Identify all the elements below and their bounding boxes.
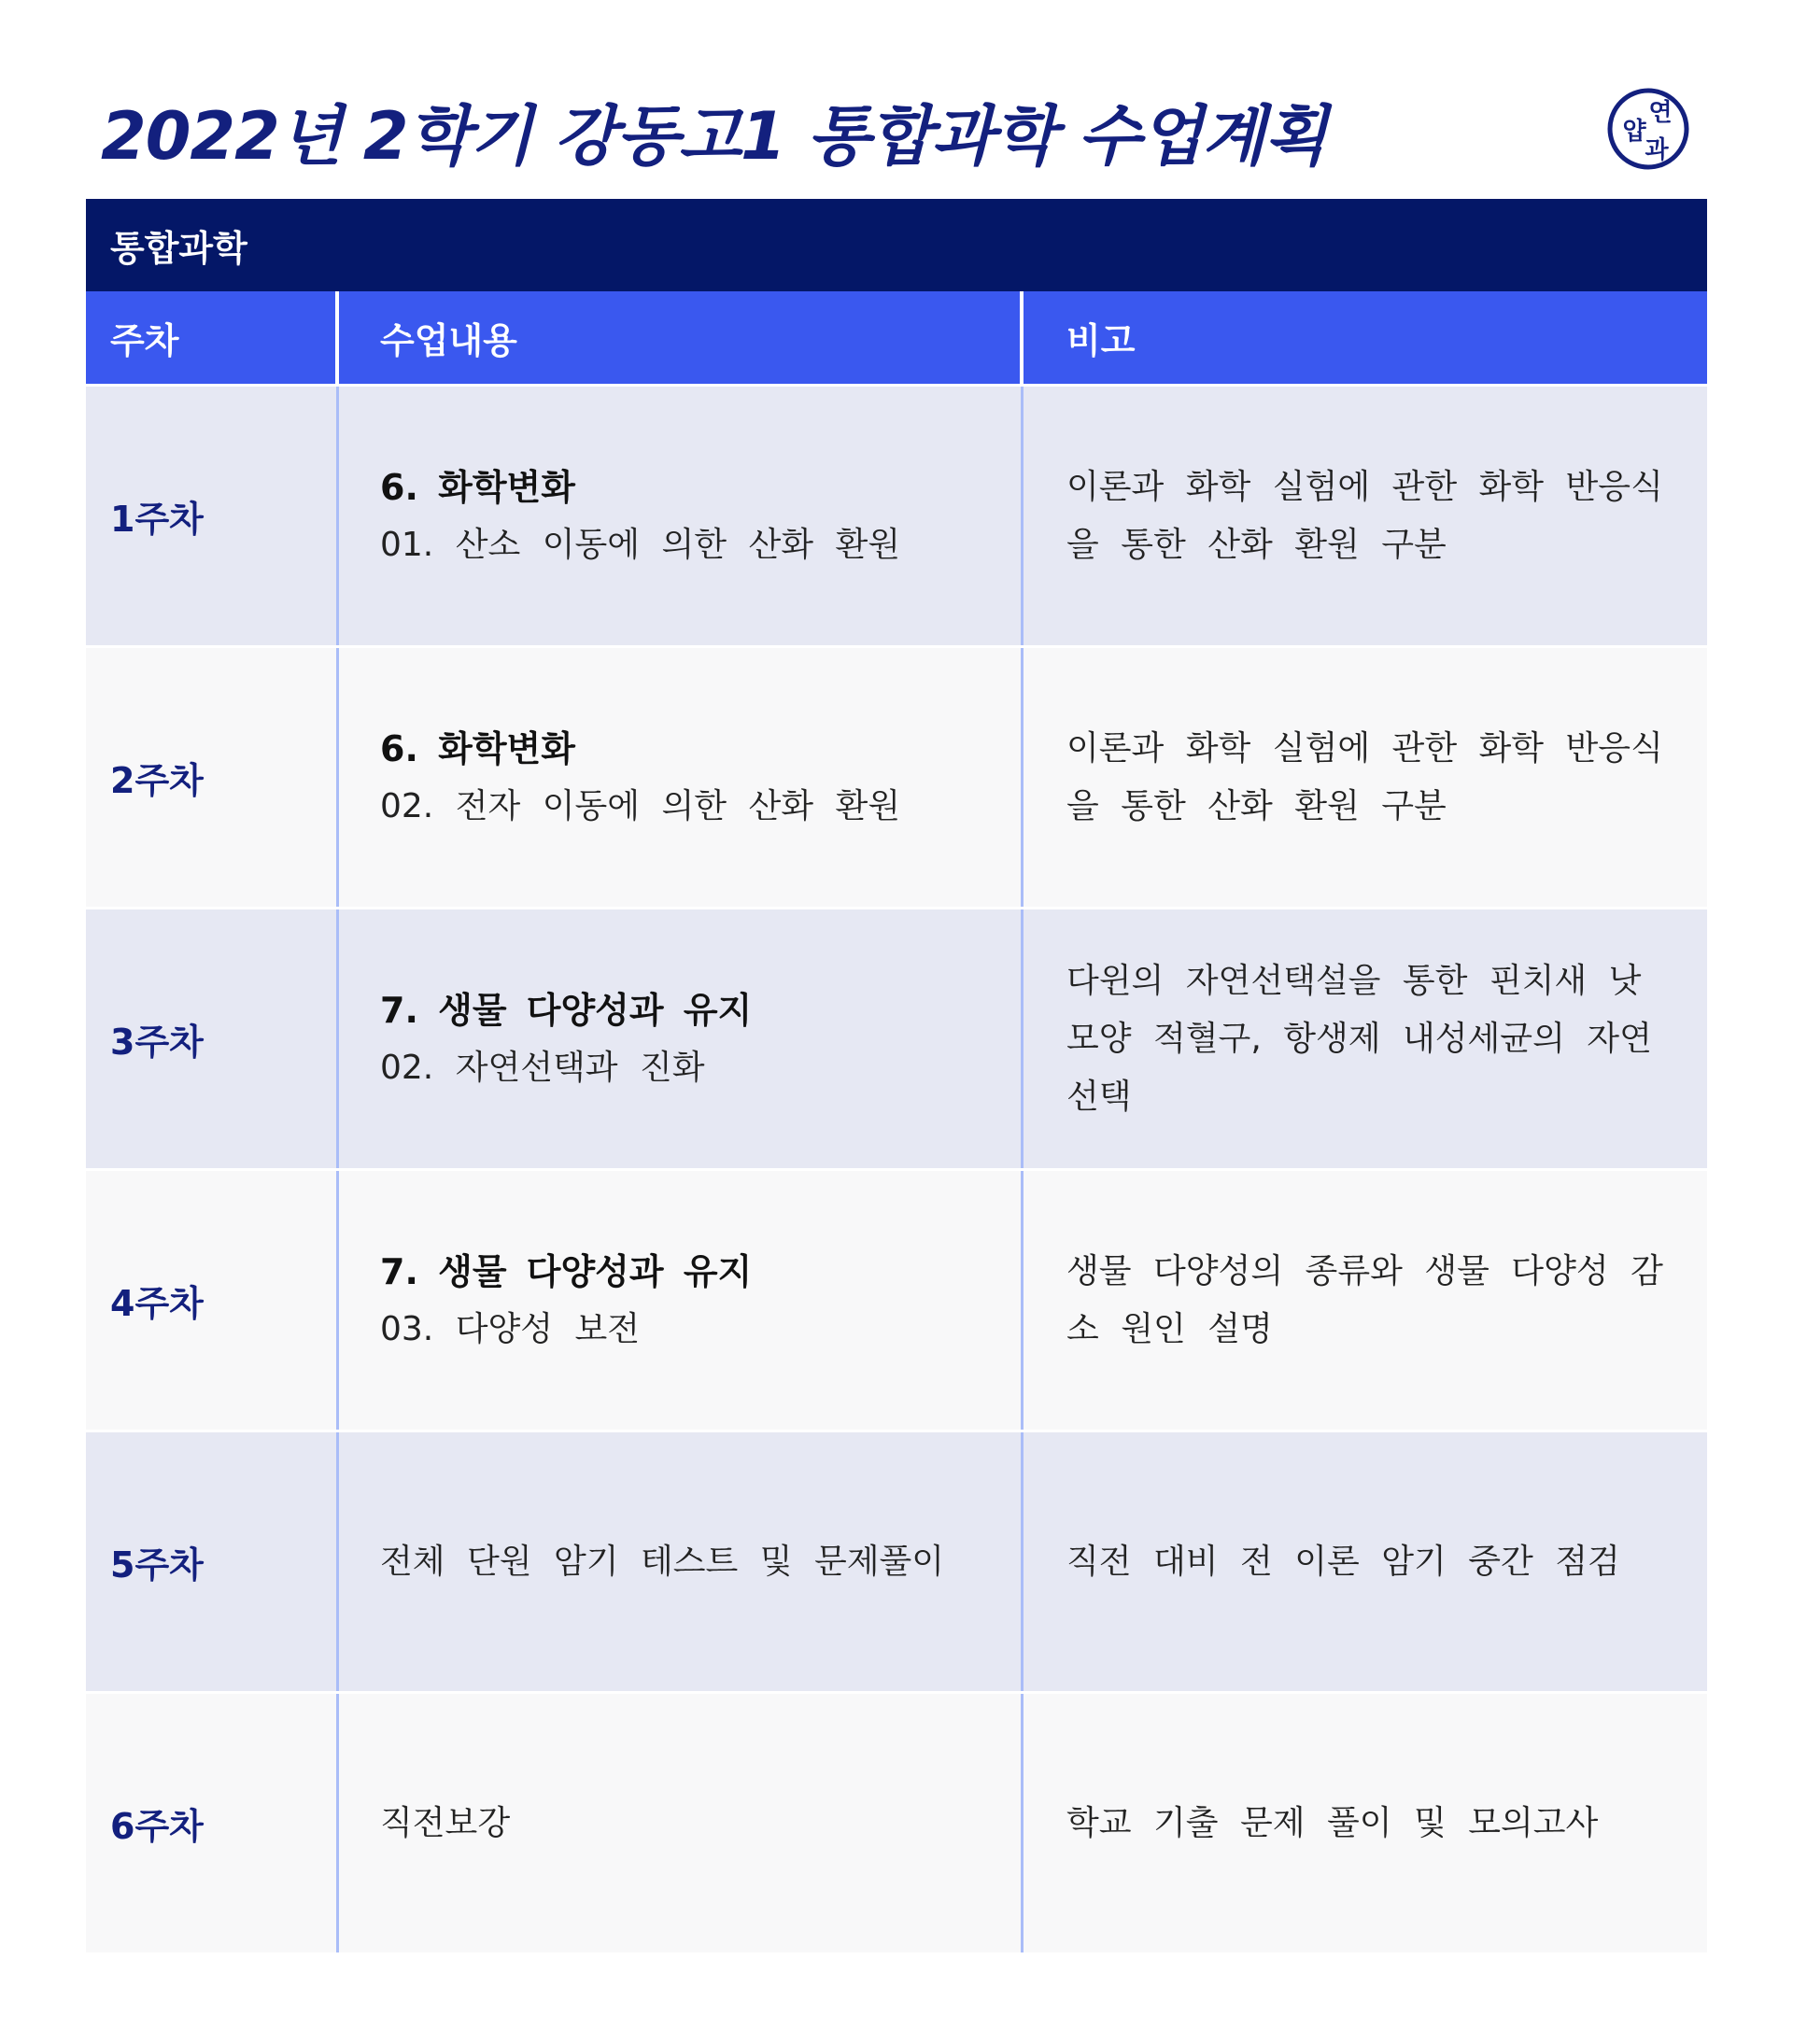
- note-cell: 이론과 화학 실험에 관한 화학 반응식을 통한 산화 환원 구분: [1066, 728, 1663, 825]
- note-cell: 이론과 화학 실험에 관한 화학 반응식을 통한 산화 환원 구분: [1066, 467, 1663, 564]
- unit-title: 7. 생물 다양성과 유지: [380, 989, 753, 1031]
- academy-logo-icon: [1606, 87, 1690, 171]
- header-note: 비고: [1066, 320, 1136, 361]
- note-cell: 직전 대비 전 이론 암기 중간 점검: [1066, 1542, 1620, 1581]
- note-cell: 다윈의 자연선택설을 통한 핀치새 낫 모양 적혈구, 항생제 내성세균의 자연선택: [1066, 961, 1652, 1116]
- logo-text-bottom: 과: [1645, 136, 1669, 164]
- table-row: [86, 1694, 1707, 1952]
- content-cell: [339, 648, 1024, 907]
- content-cell: [339, 1432, 1024, 1691]
- lesson-title: 전체 단원 암기 테스트 및 문제풀이: [380, 1542, 945, 1581]
- table-row: [86, 909, 1707, 1168]
- content-cell: [339, 909, 1024, 1168]
- table-row: [86, 387, 1707, 645]
- week-cell: 4주차: [86, 1171, 339, 1430]
- page-title: 2022년 2학기 강동고1 통합과학 수업계획: [101, 98, 1327, 175]
- lesson-title: 직전보강: [380, 1803, 511, 1842]
- unit-title: 6. 화학변화: [380, 466, 575, 508]
- logo-text-mid: 얍: [1622, 118, 1646, 146]
- content-cell: [339, 1694, 1024, 1952]
- note-cell: 학교 기출 문제 풀이 및 모의고사: [1066, 1803, 1599, 1842]
- content-cell: [339, 387, 1024, 645]
- week-cell: 2주차: [86, 648, 339, 907]
- table-header: [86, 291, 1707, 384]
- week-cell: 1주차: [86, 387, 339, 645]
- table-row: [86, 648, 1707, 907]
- header-content: 수업내용: [339, 291, 1024, 384]
- header-week: 주차: [86, 291, 339, 384]
- week-cell: 6주차: [86, 1694, 339, 1952]
- content-cell: [339, 1171, 1024, 1430]
- logo-text-top: 연: [1648, 99, 1673, 127]
- lesson-plan-table: [86, 199, 1707, 1955]
- week-cell: 5주차: [86, 1432, 339, 1691]
- unit-title: 7. 생물 다양성과 유지: [380, 1250, 753, 1292]
- note-cell: 생물 다양성의 종류와 생물 다양성 감소 원인 설명: [1066, 1251, 1663, 1348]
- lesson-title: 02. 전자 이동에 의한 산화 환원: [380, 786, 901, 825]
- week-cell: 3주차: [86, 909, 339, 1168]
- table-row: [86, 1432, 1707, 1691]
- unit-title: 6. 화학변화: [380, 727, 575, 769]
- lesson-title: 01. 산소 이동에 의한 산화 환원: [380, 525, 901, 564]
- lesson-title: 02. 자연선택과 진화: [380, 1048, 705, 1087]
- table-row: [86, 1171, 1707, 1430]
- section-label: 통합과학: [86, 199, 1707, 291]
- lesson-title: 03. 다양성 보전: [380, 1309, 641, 1348]
